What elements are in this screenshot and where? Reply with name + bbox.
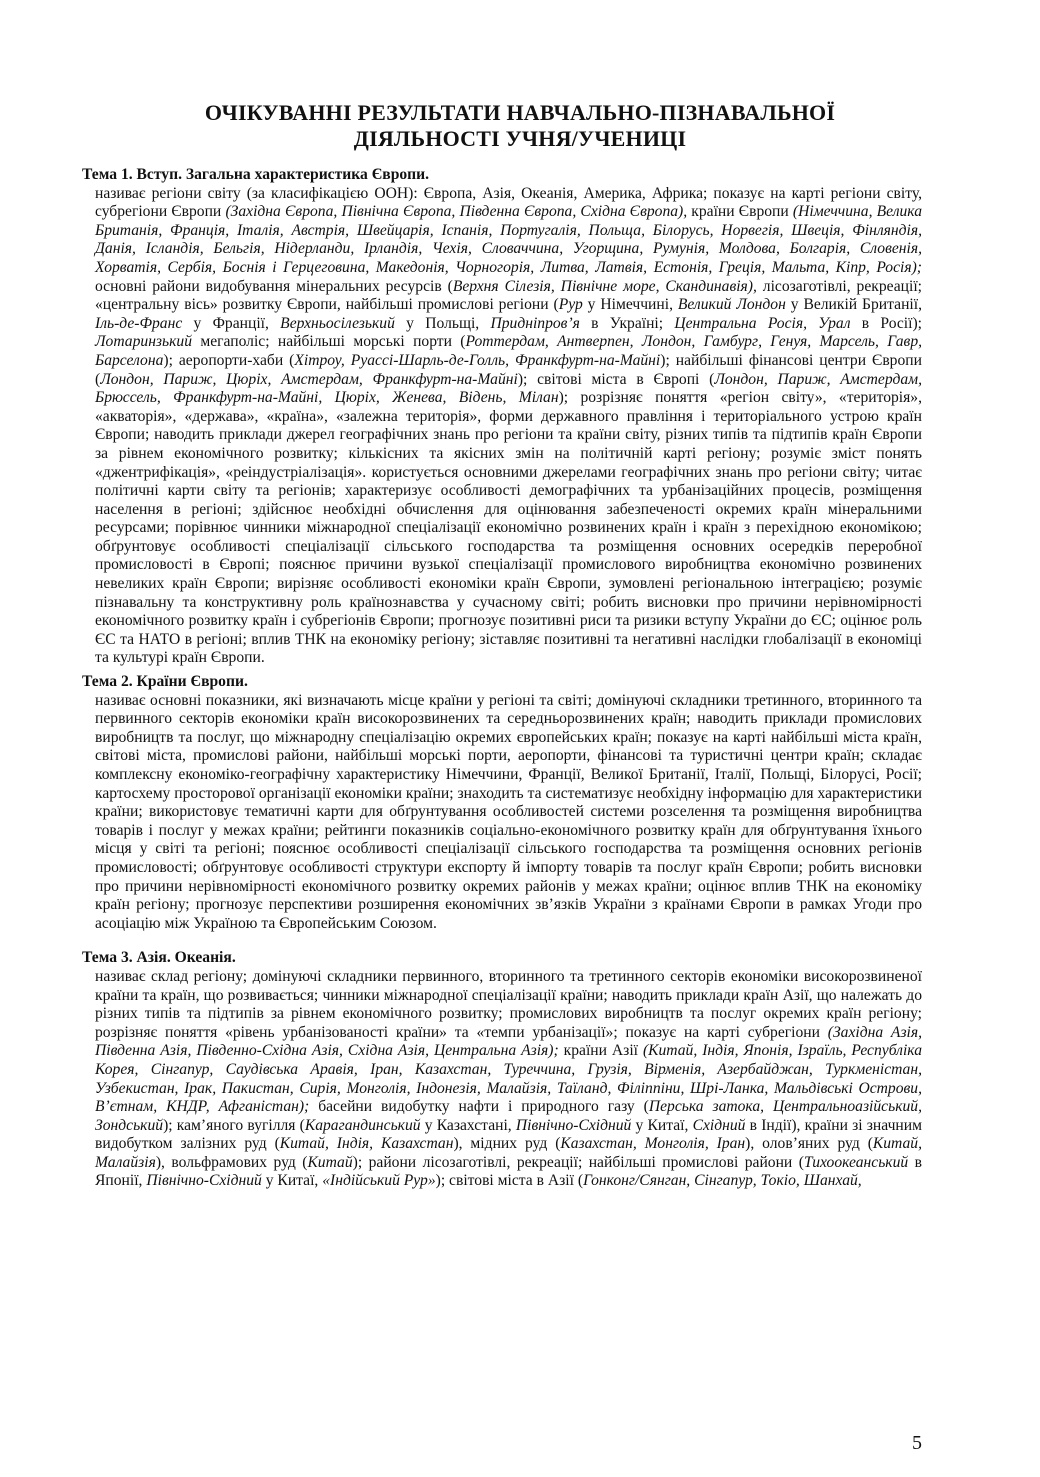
topics-content [82, 166, 922, 1191]
italic-text-run: (Німеччина, Велика Британія, Франція, Італія, Австрія, Швейцарія, Іспанія, Португалія, Польща, Білорусь, Норвегія, Швеція, Фінляндія, Данія, Ісландія, Бельгія, Нідерланди, Ірландія, Чехія, Словаччина, Угорщина, Румунія, Молдова, Болгарія, Словенія, Хорватія, Сербія, Боснія і Герцеговина, Македонія, Чорногорія, Литва, Латвія, Естонія, Греція, Мальта, Кіпр, Росія); [95, 203, 922, 276]
topic-heading: Тема 3. Азія. Океанія. [82, 949, 236, 967]
text-run: у Франції, [182, 314, 281, 332]
topic-1 [82, 166, 922, 668]
italic-text-run: Верхня Сілезія, Північне море, Скандинавія), [452, 277, 757, 295]
italic-text-run: Східний [692, 1116, 746, 1134]
italic-text-run: Лондон, Париж, Цюріх, Амстердам, Франкфурт-на-Майні [100, 370, 518, 388]
text-run: ); райони лісозаготівлі, рекреації; найбільші промислові райони ( [352, 1153, 804, 1171]
italic-text-run: Карагандинський [304, 1116, 421, 1134]
text-run: називає основні показники, які визначають місце країни у регіоні та світі; домінуючі складники третинного, вторинного та первинного секторів економіки країн високорозвинених та середньорозвинених країн; наводить приклади промислових виробництв та послуг, що міжнародну спеціалізацію окремих європейських країн; показує на карті найбільші міста країн, світові міста, промислові райони, найбільші морські порти, аеропорти, фінансові та туристичні центри країн; складає комплексну економіко-географічну характеристику Німеччини, Франції, Великої Британії, Італії, Польщі, Білорусі, Росії; картосхему просторової організації економіки країни; знаходить та систематизує необхідну інформацію для характеристики країни; використовує тематичні карти для обґрунтування особливостей системи розселення та розміщення виробництва товарів і послуг у межах країни; рейтинги показників соціально-економічного розвитку країн для обґрунтування їхнього місця у світі та регіоні; пояснює особливості спеціалізації сільського господарства та розміщення основних регіонів промисловості; обґрунтовує особливості структури експорту й імпорту товарів та послуг країн Європи; робить висновки про причини нерівномірності економічного розвитку окремих районів у межах країни; оцінює вплив ТНК на економіку країн регіону; прогнозує перспективи розширення економічних зв’язків України з країнами Європи в рамках Угоди про асоціацію між Україною та Європейським Союзом. [95, 691, 922, 932]
text-run: називає склад регіону; домінуючі складники первинного, вторинного та третинного секторів економіки високорозвиненої країни та країн, що розвивається; чинники міжнародної спеціалізації країни; наводить приклади країн Азії, що належать до різних типів та підтипів за рівнем економічного розвитку; промислових виробництв та послуг окремих країн регіону; розрізняє поняття «рівень урбанізованості країни» та «темпи урбанізації»; показує на карті субрегіони [95, 967, 922, 1041]
text-run: ); найбільші фінансові центри Європи ( [95, 351, 922, 388]
topic-heading: Тема 1. Вступ. Загальна характеристика Європи. [82, 166, 430, 183]
text-run: в Росії); [850, 314, 922, 332]
italic-text-run: Іль-де-Франс [95, 314, 183, 332]
italic-text-run: Казахстан, Монголія, Іран [560, 1135, 746, 1153]
text-run: в Україні; [579, 314, 675, 332]
italic-text-run: «Індійський Рур» [322, 1172, 436, 1190]
text-run: в Японії, [95, 1153, 922, 1190]
italic-text-run: Перська затока, Центральноазійський, Зондський [95, 1098, 922, 1134]
italic-text-run: Лотаринзький [95, 333, 193, 351]
page-number: 5 [912, 1432, 922, 1454]
text-run: ); розрізняє поняття «регіон світу», «територія», «акваторія», «держава», «країна», «залежна територія», форми державного правління і територіального устрою країн Європи; наводить приклади джерел географічних знань про регіони та країни світу, різних типів та підтипів країн Європи за рівнем економічного розвитку; кількісних та якісних змін на політичній карті регіону; розуміє зміст понять «джентрифікація», «реіндустріалізація». користується основними джерелами географічних знань про регіони світу; читає політичні карти світу та регіонів; характеризує особливості демографічних та урбанізаційних процесів, розміщення населення в регіоні; здійснює необхідні обчислення для оцінювання забезпеченості окремих країн мінеральними ресурсами; порівнює чинники міжнародної спеціалізації економічно розвинених країн і країн з перехідною економікою; обґрунтовує особливості спеціалізації сільського господарства та розміщення основних осередків переробної промисловості в Європі; пояснює причини вузької спеціалізації промислового виробництва економічно розвинених невеликих країн Європи; вирізняє особливості економіки країн Європи, зумовлені регіональною інтеграцією; розуміє пізнавальну та конструктивну роль країнознавства у сучасному світі; робить висновки про причини нерівномірності економічного розвитку країн і субрегіонів Європи; прогнозує позитивні риси та ризики вступу України до ЄС; оцінює роль ЄС та НАТО в регіоні; вплив ТНК на економіку регіону; зіставляє позитивні та негативні наслідки глобалізації в економіці та культурі країн Європи. [95, 389, 922, 667]
italic-text-run: Тихоокеанський [803, 1153, 909, 1171]
text-run: у Великій Британії, [785, 296, 922, 314]
topic-2 [82, 673, 922, 933]
text-run: в Індії), країни зі значним видобутком залізних руд ( [95, 1116, 922, 1153]
italic-text-run: Китай [307, 1153, 353, 1171]
text-run: лісозаготівлі, рекреації; «центральну вісь» розвитку Європи, найбільші промислові регіони ( [95, 277, 922, 314]
text-run: ); кам’яного вугілля ( [163, 1116, 305, 1134]
italic-text-run: Китай, Малайзія [95, 1135, 922, 1171]
text-run: ); світові міста в Європі ( [517, 370, 715, 388]
italic-text-run: Придніпров’я [490, 314, 580, 332]
italic-text-run: Великий Лондон [677, 296, 786, 314]
italic-text-run: Лондон, Париж, Амстердам, Брюссель, Франкфурт-на-Майні, Цюріх, Женева, Відень, Мілан [95, 370, 922, 407]
page-title-line-2: ДІЯЛЬНОСТІ УЧНЯ/УЧЕНИЦІ [353, 126, 687, 151]
italic-text-run: Верхньосілезький [280, 314, 395, 332]
italic-text-run: Північно-Східний [146, 1172, 262, 1190]
topic-heading: Тема 2. Країни Європи. [82, 673, 248, 691]
italic-text-run: Центральна Росія, Урал [674, 314, 851, 332]
text-run: мегаполіс; найбільші морські порти ( [192, 333, 466, 351]
italic-text-run: Китай, Індія, Казахстан [279, 1135, 454, 1153]
text-run: ); аеропорти-хаби ( [163, 351, 295, 369]
italic-text-run: Хітроу, Руассі-Шарль-де-Голль, Франкфурт-на-Майні [294, 351, 661, 369]
text-run: ); світові міста в Азії ( [435, 1172, 584, 1190]
italic-text-run: Рур [558, 296, 583, 314]
text-run: у Китаї, [261, 1172, 323, 1190]
page-title [110, 100, 930, 152]
italic-text-run: (Китай, Індія, Японія, Ізраїль, Республіка Корея, Сінгапур, Саудівська Аравія, Іран, Казахстан, Туреччина, Грузія, Вірменія, Азербайджан, Туркменістан, Узбекистан, Ірак, Пакистан, Сирія, Монголія, Індонезія, Малайзія, Таїланд, Філіппіни, Шрі-Ланка, Мальдівські Острови, В’єтнам, КНДР, Афганістан); [95, 1042, 922, 1116]
italic-text-run: Гонконг/Сянган, Сінгапур, Токіо, Шанхай, [583, 1172, 862, 1190]
text-run: називає регіони світу (за класифікацією ООН): Європа, Азія, Океанія, Америка, Африка; показує на карті регіони світу, субрегіони Європи [95, 184, 922, 221]
italic-text-run: Північно-Східний [515, 1116, 632, 1134]
text-run: країни Європи [687, 203, 793, 221]
text-run: ), олов’яних руд ( [745, 1135, 873, 1153]
text-run: основні райони видобування мінеральних ресурсів ( [95, 277, 453, 295]
text-run: ), вольфрамових руд ( [155, 1153, 308, 1171]
text-run: у Казахстані, [420, 1116, 516, 1134]
text-run: у Німеччині, [582, 296, 678, 314]
topic-body [95, 185, 922, 668]
italic-text-run: (Західна Європа, Північна Європа, Південна Європа, Східна Європа), [225, 203, 688, 221]
text-run: країни Азії [558, 1042, 643, 1060]
italic-text-run: (Західна Азія, Південна Азія, Південно-Східна Азія, Східна Азія, Центральна Азія); [95, 1023, 923, 1060]
topic-body [95, 968, 922, 1191]
text-run: ), мідних руд ( [453, 1135, 561, 1153]
text-run: у Польщі, [394, 314, 491, 332]
topic-3 [82, 949, 922, 1191]
topic-body [95, 692, 922, 934]
page-title-line-1: ОЧІКУВАННІ РЕЗУЛЬТАТИ НАВЧАЛЬНО-ПІЗНАВАЛЬНОЇ [204, 100, 836, 125]
text-run: у Китаї, [631, 1116, 693, 1134]
italic-text-run: Роттердам, Антверпен, Лондон, Гамбург, Генуя, Марсель, Гавр, Барселона [95, 333, 923, 369]
text-run: басейни видобутку нафти і природного газу ( [309, 1098, 649, 1116]
